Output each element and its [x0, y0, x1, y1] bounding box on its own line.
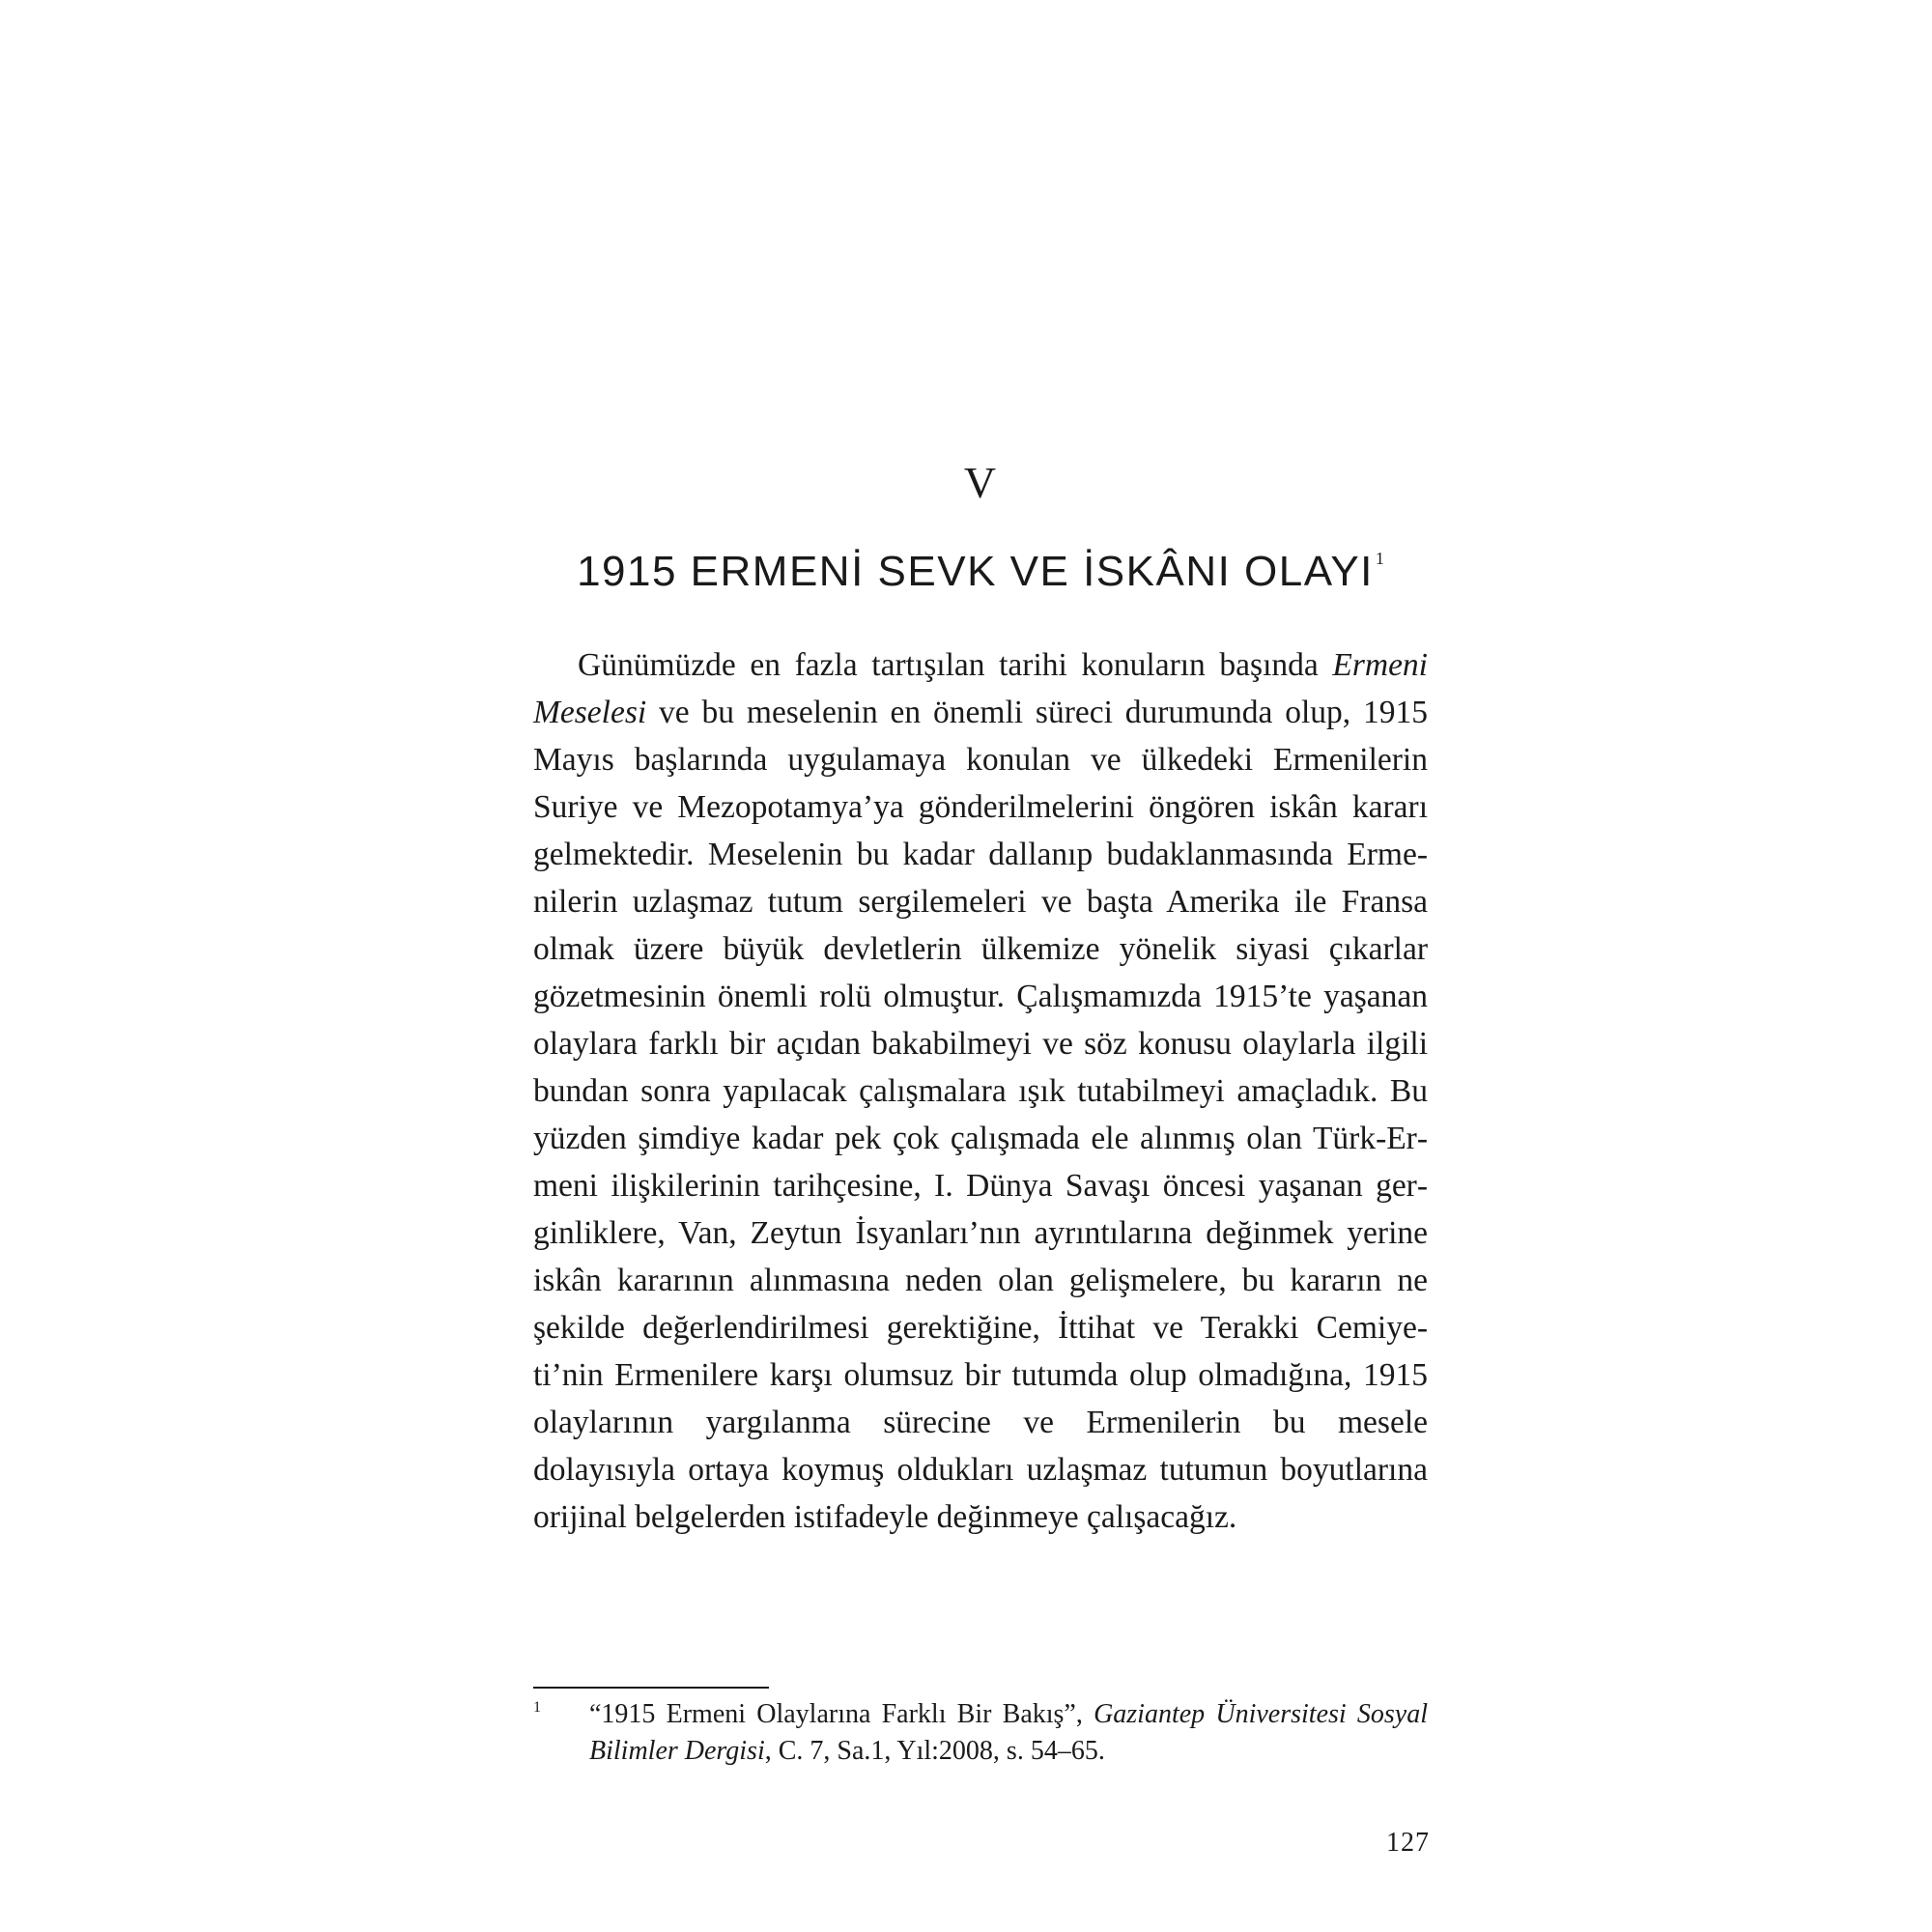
footnote-number: 1	[533, 1699, 541, 1716]
footnote-text-start: “1915 Ermeni Olaylarına Farklı Bir Bakış”,	[589, 1699, 1094, 1729]
body-paragraph	[533, 641, 1428, 1541]
body-text-italic: Ermeni Meselesi	[533, 647, 1428, 730]
chapter-title	[533, 529, 1428, 601]
footnote	[533, 1696, 1428, 1770]
chapter-number: V	[963, 458, 998, 507]
page-number: 127	[1386, 1828, 1430, 1858]
footnote-marker[interactable]: 1	[1375, 549, 1384, 568]
footnote-text	[589, 1696, 1428, 1770]
chapter-title-text: 1915 ERMENİ SEVK VE İSKÂNI OLAYI	[577, 548, 1374, 595]
body-text-start: Günümüzde en fazla tartışılan tarihi konuların başında	[578, 647, 1333, 683]
body-text-rest: ve bu meselenin en önemli süreci durumunda olup, 1915 Mayıs başlarında uygulamaya konulan ve ülkedeki Ermenilerin Suriye ve Mezopotamya’ya gönderilmelerini öngören iskân kararı gelmektedir. Meselenin bu kadar dallanıp budaklanmasında Ermenilerin uzlaşmaz tutum sergilemeleri ve başta Amerika ile Fransa olmak üzere büyük devletlerin ülkemize yönelik siyasi çıkarlar gözetmesinin önemli rolü olmuştur. Çalışmamızda 1915’te yaşanan olaylara farklı bir açıdan bakabilmeyi ve söz konusu olaylarla ilgili bundan sonra yapılacak çalışmalara ışık tutabilmeyi amaçladık. Bu yüzden şimdiye kadar pek çok çalışmada ele alınmış olan Türk-Ermeni ilişkilerinin tarihçesine, I. Dünya Savaşı öncesi yaşanan gerginliklere, Van, Zeytun İsyanları’nın ayrıntılarına değinmek yerine iskân kararının alınmasına neden olan gelişmelere, bu kararın ne şekilde değerlendirilmesi gerektiğine, İttihat ve Terakki Cemiyeti’nin Ermenilere karşı olumsuz bir tutumda olup olmadığına, 1915 olaylarının yargılanma sürecine ve Ermenilerin bu mesele dolayısıyla ortaya koymuş oldukları uzlaşmaz tutumun boyutlarına orijinal belgelerden istifadeyle değinmeye çalışacağız.	[533, 695, 1428, 1535]
footnote-journal: Gaziantep Üniversitesi Sosyal Bilimler Dergisi	[589, 1699, 1428, 1766]
footnote-separator	[533, 1687, 769, 1689]
footnote-text-end: , C. 7, Sa.1, Yıl:2008, s. 54–65.	[764, 1736, 1105, 1766]
